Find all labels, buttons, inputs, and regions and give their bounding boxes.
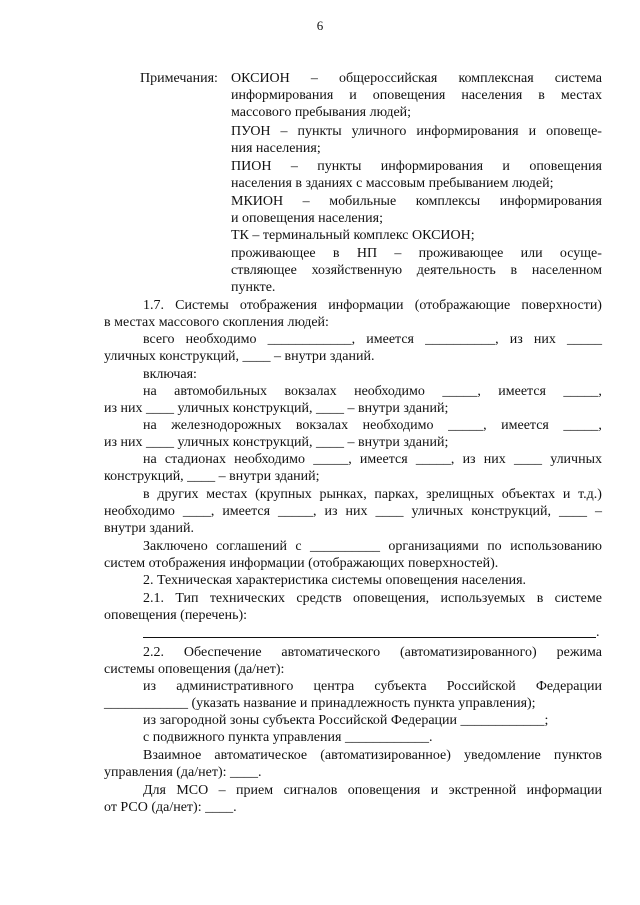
note-line: проживающее в НП – проживающее или осуще-: [231, 246, 602, 261]
body-line: системы оповещения (да/нет):: [104, 662, 285, 677]
body-line: ____________ (указать название и принадлежность пункта управления);: [104, 696, 536, 711]
body-line: из них ____ уличных конструкций, ____ – внутри зданий;: [104, 401, 449, 416]
body-line: с подвижного пункта управления ____________.: [143, 730, 433, 745]
body-line: из них ____ уличных конструкций, ____ – внутри зданий;: [104, 435, 449, 450]
note-line: ния населения;: [231, 141, 321, 156]
note-line: ОКСИОН – общероссийская комплексная система: [231, 71, 602, 86]
body-line: уличных конструкций, ____ – внутри зданий.: [104, 349, 375, 364]
body-line: 1.7. Системы отображения информации (отображающие поверхности): [143, 298, 602, 313]
body-line: на стадионах необходимо _____, имеется _____, из них ____ уличных: [143, 452, 602, 467]
body-line: в местах массового скопления людей:: [104, 315, 329, 330]
body-line: 2.2. Обеспечение автоматического (автоматизированного) режима: [143, 645, 602, 660]
body-line: из загородной зоны субъекта Российской Федерации ____________;: [143, 713, 549, 728]
body-line: конструкций, ____ – внутри зданий;: [104, 469, 320, 484]
note-line: МКИОН – мобильные комплексы информирования: [231, 194, 602, 209]
note-line: массового пребывания людей;: [231, 105, 412, 120]
note-line: ПУОН – пункты уличного информирования и оповеще-: [231, 124, 602, 139]
body-line: на железнодорожных вокзалах необходимо _____, имеется _____,: [143, 418, 602, 433]
note-line: пункте.: [231, 280, 276, 295]
body-line: всего необходимо ____________, имеется __________, из них _____: [143, 332, 602, 347]
note-line: ПИОН – пункты информирования и оповещения: [231, 159, 602, 174]
note-line: ствляющее хозяйственную деятельность в населенном: [231, 263, 602, 278]
body-line: оповещения (перечень):: [104, 608, 248, 623]
body-line: .: [596, 625, 600, 640]
body-line: на автомобильных вокзалах необходимо _____, имеется _____,: [143, 384, 602, 399]
notes-label: Примечания:: [140, 71, 218, 86]
note-line: и оповещения населения;: [231, 211, 383, 226]
body-line: в других местах (крупных рынках, парках, зрелищных объектах и т.д.): [143, 487, 602, 502]
note-line: информирования и оповещения населения в местах: [231, 88, 602, 103]
body-line: управления (да/нет): ____.: [104, 765, 262, 780]
body-line: необходимо ____, имеется _____, из них ____ уличных конструкций, ____ –: [104, 504, 602, 519]
note-line: ТК – терминальный комплекс ОКСИОН;: [231, 228, 475, 243]
body-line: внутри зданий.: [104, 521, 194, 536]
body-line: из административного центра субъекта Российской Федерации: [143, 679, 602, 694]
body-line: включая:: [143, 367, 197, 382]
body-line: систем отображения информации (отображающих поверхностей).: [104, 556, 499, 571]
body-line: Взаимное автоматическое (автоматизированное) уведомление пунктов: [143, 748, 602, 763]
page-number: 6: [316, 18, 324, 33]
body-line: 2. Техническая характеристика системы оповещения населения.: [143, 573, 527, 588]
body-line: Для МСО – прием сигналов оповещения и экстренной информации: [143, 783, 602, 798]
body-line: Заключено соглашений с __________ организациями по использованию: [143, 539, 602, 554]
blank-line: [143, 637, 596, 638]
note-line: населения в зданиях с массовым пребыванием людей;: [231, 176, 554, 191]
body-line: 2.1. Тип технических средств оповещения, используемых в системе: [143, 591, 602, 606]
body-line: от РСО (да/нет): ____.: [104, 800, 237, 815]
